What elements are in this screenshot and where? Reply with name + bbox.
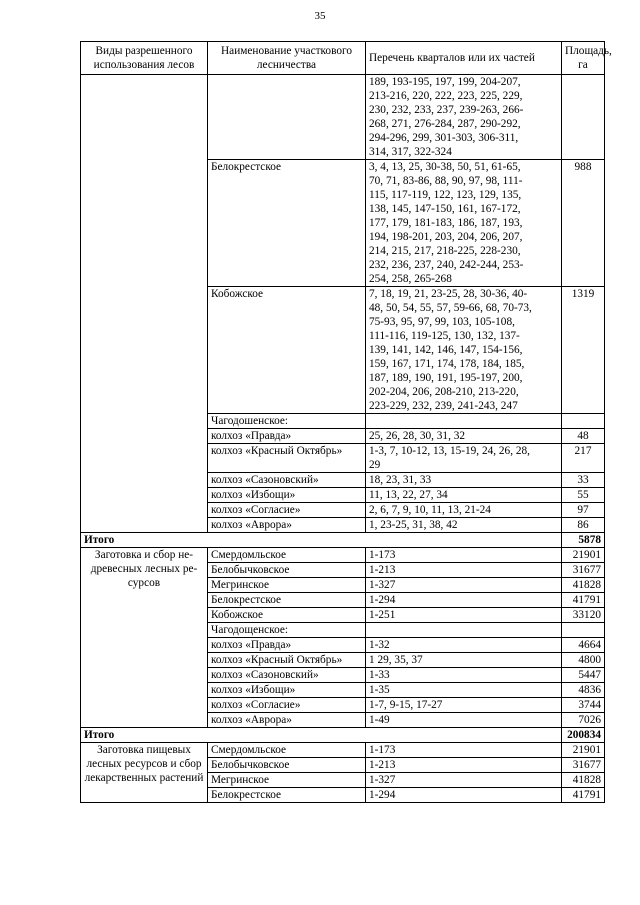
header-blocks: Перечень кварталов или их частей — [366, 42, 562, 75]
area-cell: 55 — [562, 488, 605, 503]
area-cell: 41791 — [562, 788, 605, 803]
forestry-cell: колхоз «Избощи» — [208, 683, 366, 698]
forestry-cell: Чагодошенское: — [208, 414, 366, 429]
area-cell: 4664 — [562, 638, 605, 653]
blocks-cell: 11, 13, 22, 27, 34 — [366, 488, 562, 503]
forestry-cell: Кобожское — [208, 608, 366, 623]
area-cell: 48 — [562, 429, 605, 444]
forestry-cell: Белобычковское — [208, 563, 366, 578]
area-cell: 7026 — [562, 713, 605, 728]
forestry-cell: колхоз «Избощи» — [208, 488, 366, 503]
total-row — [81, 728, 605, 743]
blocks-cell: 1-213 — [366, 758, 562, 773]
table-row — [81, 743, 605, 758]
forestry-cell: Смердомльское — [208, 548, 366, 563]
blocks-cell: 25, 26, 28, 30, 31, 32 — [366, 429, 562, 444]
blocks-cell: 7, 18, 19, 21, 23-25, 28, 30-36, 40- 48, 50, 54, 55, 57, 59-66, 68, 70-73, 75-93, 95, 97, 99, 103, 105-108, 111-116, 119-125, 130, 132, 137- 139, 141, 142, 146, 147, 154-156, 159, 167, 171, 174, 178, 184, 185, 187, 189, 190, 191, 195-197, 200, 202-204, 206, 208-210, 213-220, 223-229, 232, 239, 241-243, 247 — [366, 287, 562, 414]
total-value: 5878 — [562, 533, 605, 548]
forestry-cell: Белобычковское — [208, 758, 366, 773]
forestry-cell: колхоз «Аврора» — [208, 518, 366, 533]
table-header-row — [81, 42, 605, 75]
use-cell — [81, 75, 208, 533]
forest-use-table — [80, 41, 612, 803]
blocks-cell: 1-327 — [366, 773, 562, 788]
forestry-cell: Мегринское — [208, 578, 366, 593]
area-cell: 33120 — [562, 608, 605, 623]
blocks-cell: 1-251 — [366, 608, 562, 623]
blocks-cell: 1-327 — [366, 578, 562, 593]
blocks-cell: 18, 23, 31, 33 — [366, 473, 562, 488]
area-cell: 1319 — [562, 287, 605, 414]
blocks-cell: 1-173 — [366, 743, 562, 758]
blocks-cell: 1-3, 7, 10-12, 13, 15-19, 24, 26, 28, 29 — [366, 444, 562, 473]
forestry-cell: Белокрестское — [208, 593, 366, 608]
area-cell: 3744 — [562, 698, 605, 713]
header-area: Площадь, га — [562, 42, 605, 75]
area-cell: 4836 — [562, 683, 605, 698]
forestry-cell: Чагодощенское: — [208, 623, 366, 638]
forestry-cell: колхоз «Красный Октябрь» — [208, 444, 366, 473]
forestry-cell: колхоз «Согласие» — [208, 698, 366, 713]
forestry-cell: Смердомльское — [208, 743, 366, 758]
blocks-cell: 1-49 — [366, 713, 562, 728]
blocks-cell — [366, 414, 562, 429]
area-cell — [562, 75, 605, 160]
area-cell: 41828 — [562, 773, 605, 788]
blocks-cell: 3, 4, 13, 25, 30-38, 50, 51, 61-65, 70, 71, 83-86, 88, 90, 97, 98, 111- 115, 117-119, 122, 123, 129, 135, 138, 145, 147-150, 161, 167-172, 177, 179, 181-183, 186, 187, 193, 194, 198-201, 203, 204, 206, 207, 214, 215, 217, 218-225, 228-230, 232, 236, 237, 240, 242-244, 253- 254, 258, 265-268 — [366, 160, 562, 287]
use-cell: Заготовка пищевых лесных ресурсов и сбор лекарственных растений — [81, 743, 208, 803]
blocks-cell: 1 29, 35, 37 — [366, 653, 562, 668]
area-cell: 33 — [562, 473, 605, 488]
blocks-cell: 1-35 — [366, 683, 562, 698]
area-cell: 86 — [562, 518, 605, 533]
forestry-cell: колхоз «Красный Октябрь» — [208, 653, 366, 668]
blocks-cell: 1-294 — [366, 788, 562, 803]
forestry-cell: Кобожское — [208, 287, 366, 414]
blocks-cell: 1-213 — [366, 563, 562, 578]
total-label: Итого — [81, 533, 562, 548]
blocks-cell: 1-33 — [366, 668, 562, 683]
blocks-cell — [366, 623, 562, 638]
blocks-cell: 189, 193-195, 197, 199, 204-207, 213-216, 220, 222, 223, 225, 229, 230, 232, 233, 237, 239-263, 266- 268, 271, 276-284, 287, 290-292, 294-296, 299, 301-303, 306-311, 314, 317, 322-324 — [366, 75, 562, 160]
area-cell: 41828 — [562, 578, 605, 593]
area-cell — [562, 414, 605, 429]
area-cell — [562, 623, 605, 638]
area-cell: 21901 — [562, 548, 605, 563]
area-cell: 21901 — [562, 743, 605, 758]
forestry-cell: колхоз «Сазоновский» — [208, 473, 366, 488]
forestry-cell: Белокрестское — [208, 160, 366, 287]
page-number: 35 — [314, 10, 326, 22]
total-label: Итого — [81, 728, 562, 743]
use-cell: Заготовка и сбор не-древесных лесных ре-сурсов — [81, 548, 208, 728]
total-value: 200834 — [562, 728, 605, 743]
blocks-cell: 1-294 — [366, 593, 562, 608]
forestry-cell: колхоз «Согласие» — [208, 503, 366, 518]
blocks-cell: 1, 23-25, 31, 38, 42 — [366, 518, 562, 533]
forestry-cell — [208, 75, 366, 160]
blocks-cell: 1-173 — [366, 548, 562, 563]
forestry-cell: колхоз «Сазоновский» — [208, 668, 366, 683]
blocks-cell: 1-7, 9-15, 17-27 — [366, 698, 562, 713]
area-cell: 41791 — [562, 593, 605, 608]
table-row — [81, 548, 605, 563]
table-row — [81, 75, 605, 160]
area-cell: 31677 — [562, 758, 605, 773]
area-cell: 988 — [562, 160, 605, 287]
forestry-cell: Мегринское — [208, 773, 366, 788]
header-forestry: Наименование участкового лесничества — [208, 42, 366, 75]
total-row — [81, 533, 605, 548]
forestry-cell: колхоз «Правда» — [208, 429, 366, 444]
area-cell: 217 — [562, 444, 605, 473]
area-cell: 5447 — [562, 668, 605, 683]
blocks-cell: 2, 6, 7, 9, 10, 11, 13, 21-24 — [366, 503, 562, 518]
area-cell: 97 — [562, 503, 605, 518]
blocks-cell: 1-32 — [366, 638, 562, 653]
header-use: Виды разрешенного использования лесов — [81, 42, 208, 75]
forestry-cell: колхоз «Правда» — [208, 638, 366, 653]
forestry-cell: колхоз «Аврора» — [208, 713, 366, 728]
area-cell: 4800 — [562, 653, 605, 668]
area-cell: 31677 — [562, 563, 605, 578]
forestry-cell: Белокрестское — [208, 788, 366, 803]
